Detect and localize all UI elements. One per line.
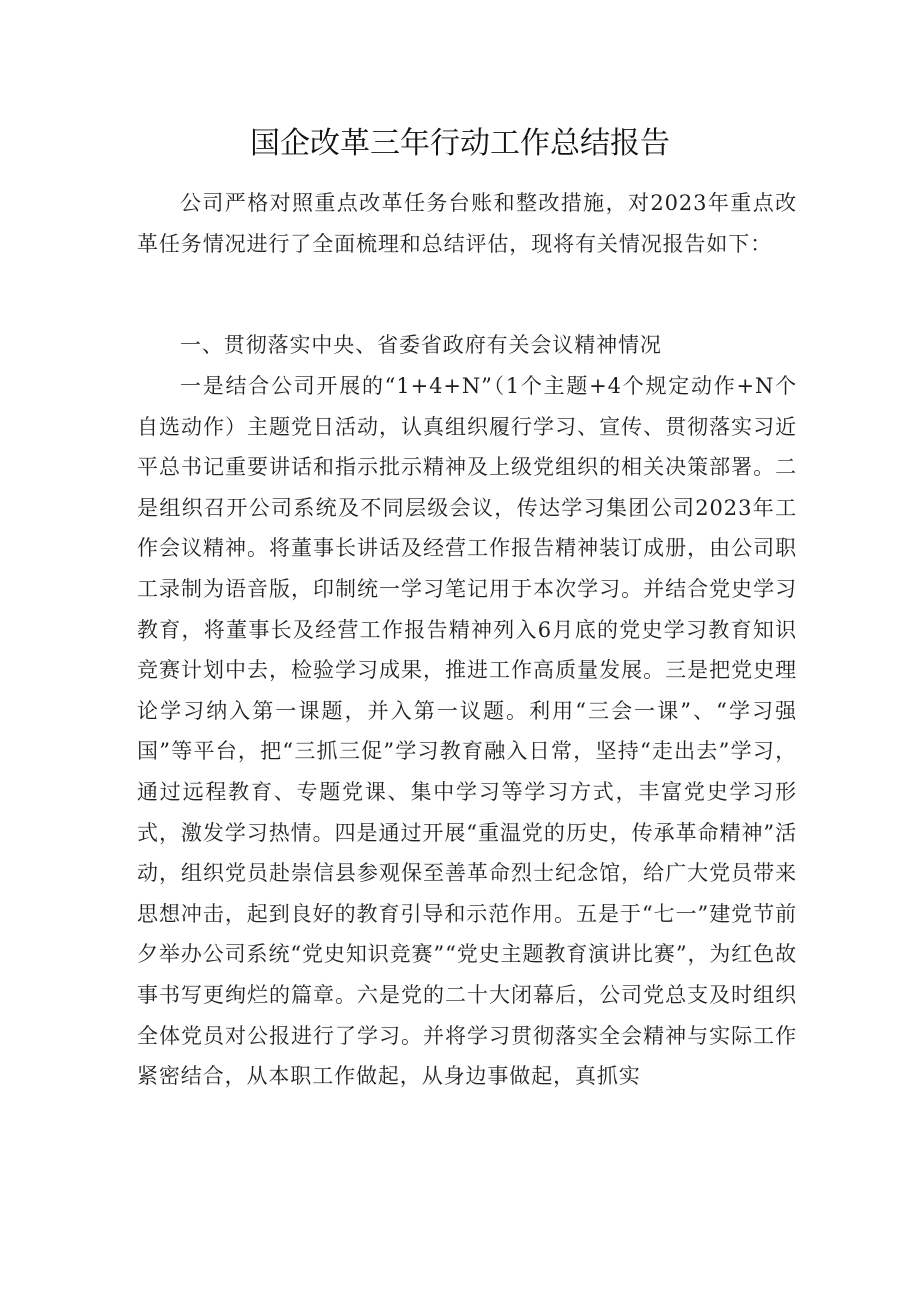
intro-paragraph: 公司严格对照重点改革任务台账和整改措施，对2023年重点改革任务情况进行了全面梳理和总结评估，现将有关情况报告如下： (137, 191, 797, 256)
section-heading: 一、贯彻落实中央、省委省政府有关会议精神情况 (180, 333, 662, 357)
document-title: 国企改革三年行动工作总结报告 (250, 126, 670, 161)
section-body-paragraph: 一是结合公司开展的“1+4+N”（1个主题+4个规定动作+N个自选动作）主题党日活动，认真组织履行学习、宣传、贯彻落实习近平总书记重要讲话和指示批示精神及上级党组织的相关决策部署。二是组织召开公司系统及不同层级会议，传达学习集团公司2023年工作会议精神。将董事长讲话及经营工作报告精神装订成册，由公司职工录制为语音版，印制统一学习笔记用于本次学习。并结合党史学习教育，将董事长及经营工作报告精神列入6月底的党史学习教育知识竞赛计划中去，检验学习成果，推进工作高质量发展。三是把党史理论学习纳入第一课题，并入第一议题。利用“三会一课”、“学习强国”等平台，把“三抓三促”学习教育融入日常，坚持“走出去”学习，通过远程教育、专题党课、集中学习等学习方式，丰富党史学习形式，激发学习热情。四是通过开展“重温党的历史，传承革命精神”活动，组织党员赴崇信县参观保至善革命烈士纪念馆，给广大党员带来思想冲击，起到良好的教育引导和示范作用。五是于“七一”建党节前夕举办公司系统“党史知识竞赛”“党史主题教育演讲比赛”，为红色故事书写更绚烂的篇章。六是党的二十大闭幕后，公司党总支及时组织全体党员对公报进行了学习。并将学习贯彻落实全会精神与实际工作紧密结合，从本职工作做起，从身边事做起，真抓实 (137, 374, 797, 1089)
